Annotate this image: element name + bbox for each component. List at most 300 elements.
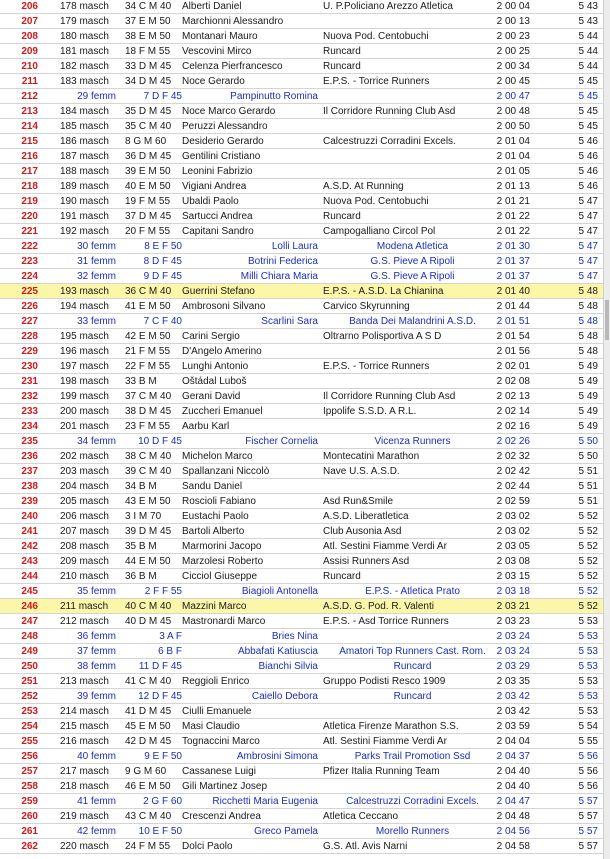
position-cell: 236	[21, 451, 38, 462]
position-cell: 207	[21, 16, 38, 27]
bib-gender-cell: 185 masch	[60, 121, 109, 132]
category-cell: 39 E M 50	[125, 166, 171, 177]
table-row	[0, 674, 604, 689]
table-row	[0, 59, 604, 74]
finish-time-cell: 2 01 37	[496, 271, 530, 282]
position-cell: 215	[21, 136, 38, 147]
athlete-name-cell: Marzolesi Roberto	[182, 556, 264, 567]
pace-cell: 5 57	[578, 826, 598, 837]
club-cell: Nave U.S. A.S.D.	[323, 466, 400, 477]
pace-cell: 5 49	[578, 376, 598, 387]
table-row	[0, 239, 604, 254]
club-cell: Parks Trail Promotion Ssd	[354, 751, 471, 762]
athlete-name-cell: Marchionni Alessandro	[182, 16, 284, 27]
club-cell: Pfizer Italia Running Team	[323, 766, 440, 777]
athlete-name-cell: Eustachi Paolo	[182, 511, 249, 522]
athlete-name-cell: Gili Martinez Josep	[182, 781, 268, 792]
finish-time-cell: 2 00 25	[496, 46, 530, 57]
table-row	[0, 299, 604, 314]
club-cell: Calcestruzzi Corradini Excels.	[323, 136, 456, 147]
pace-cell: 5 54	[578, 721, 598, 732]
category-cell: 10 E F 50	[138, 826, 182, 837]
table-row	[0, 374, 604, 389]
athlete-name-cell: Lolli Laura	[271, 241, 318, 252]
finish-time-cell: 2 04 37	[496, 751, 530, 762]
athlete-name-cell: Pampinutto Romina	[230, 91, 318, 102]
category-cell: 36 D M 45	[125, 151, 172, 162]
table-row	[0, 614, 604, 629]
position-cell: 235	[21, 436, 38, 447]
finish-time-cell: 2 00 13	[496, 16, 530, 27]
finish-time-cell: 2 03 02	[496, 526, 530, 537]
category-cell: 40 D M 45	[125, 616, 172, 627]
table-row	[0, 584, 604, 599]
club-cell: Ippolife S.S.D. A R.L.	[323, 406, 417, 417]
category-cell: 35 D M 45	[125, 106, 172, 117]
category-cell: 3 I M 70	[125, 511, 162, 522]
pace-cell: 5 47	[578, 196, 598, 207]
position-cell: 216	[21, 151, 38, 162]
bib-gender-cell: 205 masch	[60, 496, 109, 507]
bib-gender-cell: 179 masch	[60, 16, 109, 27]
pace-cell: 5 43	[578, 1, 598, 12]
athlete-name-cell: Abbafati Katiuscia	[237, 646, 318, 657]
table-row	[0, 434, 604, 449]
finish-time-cell: 2 03 05	[496, 541, 530, 552]
pace-cell: 5 48	[578, 331, 598, 342]
athlete-name-cell: Guerrini Stefano	[182, 286, 255, 297]
position-cell: 238	[21, 481, 38, 492]
category-cell: 37 E M 50	[125, 16, 171, 27]
athlete-name-cell: Marmorini Jacopo	[182, 541, 262, 552]
athlete-name-cell: Biagioli Antonella	[241, 586, 318, 597]
table-row	[0, 269, 604, 284]
athlete-name-cell: Gentilini Cristiano	[182, 151, 261, 162]
table-row	[0, 134, 604, 149]
category-cell: 37 C M 40	[125, 391, 172, 402]
category-cell: 38 E M 50	[125, 31, 171, 42]
club-cell: Runcard	[323, 211, 361, 222]
bib-gender-cell: 193 masch	[60, 286, 109, 297]
pace-cell: 5 51	[578, 481, 598, 492]
category-cell: 20 F M 55	[125, 226, 171, 237]
category-cell: 39 C M 40	[125, 466, 172, 477]
position-cell: 226	[21, 301, 38, 312]
category-cell: 42 D M 45	[125, 736, 172, 747]
category-cell: 38 D M 45	[125, 406, 172, 417]
pace-cell: 5 50	[578, 451, 598, 462]
position-cell: 211	[21, 76, 38, 87]
finish-time-cell: 2 02 44	[496, 481, 530, 492]
pace-cell: 5 45	[578, 91, 598, 102]
vertical-scrollbar[interactable]	[603, 0, 610, 859]
athlete-name-cell: Desiderio Gerardo	[182, 136, 264, 147]
club-cell: E.P.S. - Torrice Runners	[323, 361, 430, 372]
finish-time-cell: 2 03 29	[496, 661, 530, 672]
bib-gender-cell: 217 masch	[60, 766, 109, 777]
table-row	[0, 479, 604, 494]
table-row	[0, 329, 604, 344]
position-cell: 244	[21, 571, 38, 582]
table-row	[0, 389, 604, 404]
finish-time-cell: 2 00 48	[496, 106, 530, 117]
athlete-name-cell: Roscioli Fabiano	[182, 496, 256, 507]
pace-cell: 5 53	[578, 676, 598, 687]
finish-time-cell: 2 03 08	[496, 556, 530, 567]
position-cell: 218	[21, 181, 38, 192]
category-cell: 39 D M 45	[125, 526, 172, 537]
table-row	[0, 764, 604, 779]
club-cell: Modena Atletica	[376, 241, 449, 252]
club-cell: Runcard	[323, 61, 361, 72]
club-cell: Atl. Sestini Fiamme Verdi Ar	[323, 541, 447, 552]
pace-cell: 5 46	[578, 151, 598, 162]
bib-gender-cell: 34 femm	[77, 436, 116, 447]
finish-time-cell: 2 01 13	[496, 181, 530, 192]
athlete-name-cell: Dolci Paolo	[182, 841, 233, 852]
athlete-name-cell: Tognaccini Marco	[182, 736, 260, 747]
pace-cell: 5 53	[578, 646, 598, 657]
athlete-name-cell: Capitani Sandro	[182, 226, 254, 237]
finish-time-cell: 2 01 56	[496, 346, 530, 357]
position-cell: 221	[21, 226, 38, 237]
table-row	[0, 449, 604, 464]
bib-gender-cell: 207 masch	[60, 526, 109, 537]
pace-cell: 5 47	[578, 211, 598, 222]
club-cell: G.S. Atl. Avis Narni	[323, 841, 408, 852]
athlete-name-cell: Greco Pamela	[254, 826, 318, 837]
position-cell: 209	[21, 46, 38, 57]
pace-cell: 5 57	[578, 841, 598, 852]
position-cell: 237	[21, 466, 38, 477]
table-row	[0, 809, 604, 824]
table-row	[0, 119, 604, 134]
category-cell: 36 C M 40	[125, 286, 172, 297]
finish-time-cell: 2 00 47	[496, 91, 530, 102]
bib-gender-cell: 196 masch	[60, 346, 109, 357]
athlete-name-cell: Cicciol Giuseppe	[182, 571, 258, 582]
athlete-name-cell: Sandu Daniel	[182, 481, 243, 492]
club-cell: Gruppo Podisti Resco 1909	[323, 676, 446, 687]
pace-cell: 5 51	[578, 466, 598, 477]
finish-time-cell: 2 03 42	[496, 691, 530, 702]
bib-gender-cell: 33 femm	[77, 316, 116, 327]
table-row	[0, 209, 604, 224]
pace-cell: 5 49	[578, 406, 598, 417]
position-cell: 243	[21, 556, 38, 567]
category-cell: 24 F M 55	[125, 841, 171, 852]
scrollbar-thumb[interactable]	[605, 300, 609, 340]
bib-gender-cell: 218 masch	[60, 781, 109, 792]
finish-time-cell: 2 04 56	[496, 826, 530, 837]
category-cell: 33 D M 45	[125, 61, 172, 72]
pace-cell: 5 53	[578, 661, 598, 672]
category-cell: 21 F M 55	[125, 346, 171, 357]
finish-time-cell: 2 01 37	[496, 256, 530, 267]
athlete-name-cell: Peruzzi Alessandro	[182, 121, 268, 132]
finish-time-cell: 2 03 24	[496, 646, 530, 657]
athlete-name-cell: Ciulli Emanuele	[182, 706, 252, 717]
pace-cell: 5 53	[578, 631, 598, 642]
athlete-name-cell: Milli Chiara Maria	[240, 271, 318, 282]
position-cell: 233	[21, 406, 38, 417]
pace-cell: 5 50	[578, 436, 598, 447]
bib-gender-cell: 35 femm	[77, 586, 116, 597]
position-cell: 210	[21, 61, 38, 72]
table-row	[0, 419, 604, 434]
pace-cell: 5 55	[578, 736, 598, 747]
position-cell: 242	[21, 541, 38, 552]
athlete-name-cell: D'Angelo Amerino	[182, 346, 262, 357]
finish-time-cell: 2 02 13	[496, 391, 530, 402]
table-row	[0, 794, 604, 809]
pace-cell: 5 44	[578, 46, 598, 57]
athlete-name-cell: Leonini Fabrizio	[182, 166, 253, 177]
club-cell: Morello Runners	[375, 826, 450, 837]
pace-cell: 5 48	[578, 316, 598, 327]
position-cell: 230	[21, 361, 38, 372]
bib-gender-cell: 184 masch	[60, 106, 109, 117]
athlete-name-cell: Sartucci Andrea	[182, 211, 253, 222]
athlete-name-cell: Reggioli Enrico	[182, 676, 250, 687]
club-cell: Il Corridore Running Club Asd	[323, 106, 456, 117]
pace-cell: 5 45	[578, 121, 598, 132]
bib-gender-cell: 213 masch	[60, 676, 109, 687]
club-cell: Amatori Top Runners Cast. Rom.	[339, 646, 486, 657]
club-cell: Runcard	[393, 661, 432, 672]
club-cell: E.P.S. - Torrice Runners	[323, 76, 430, 87]
athlete-name-cell: Gerani David	[182, 391, 241, 402]
finish-time-cell: 2 03 15	[496, 571, 530, 582]
position-cell: 206	[21, 1, 38, 12]
table-row	[0, 179, 604, 194]
category-cell: 43 C M 40	[125, 811, 172, 822]
finish-time-cell: 2 04 58	[496, 841, 530, 852]
finish-time-cell: 2 00 45	[496, 76, 530, 87]
bib-gender-cell: 189 masch	[60, 181, 109, 192]
finish-time-cell: 2 03 42	[496, 706, 530, 717]
category-cell: 9 G M 60	[125, 766, 167, 777]
finish-time-cell: 2 00 04	[496, 1, 530, 12]
pace-cell: 5 47	[578, 271, 598, 282]
athlete-name-cell: Vescovini Mirco	[182, 46, 252, 57]
club-cell: Atl. Sestini Fiamme Verdi Ar	[323, 736, 447, 747]
athlete-name-cell: Bartoli Alberto	[182, 526, 245, 537]
position-cell: 214	[21, 121, 38, 132]
bib-gender-cell: 188 masch	[60, 166, 109, 177]
position-cell: 255	[21, 736, 38, 747]
pace-cell: 5 53	[578, 706, 598, 717]
table-row	[0, 284, 604, 299]
category-cell: 41 D M 45	[125, 706, 172, 717]
position-cell: 231	[21, 376, 38, 387]
bib-gender-cell: 210 masch	[60, 571, 109, 582]
bib-gender-cell: 216 masch	[60, 736, 109, 747]
pace-cell: 5 49	[578, 421, 598, 432]
bib-gender-cell: 214 masch	[60, 706, 109, 717]
club-cell: Vicenza Runners	[374, 436, 451, 447]
athlete-name-cell: Ambrosini Simona	[236, 751, 318, 762]
position-cell: 229	[21, 346, 38, 357]
table-row	[0, 839, 604, 854]
position-cell: 260	[21, 811, 38, 822]
category-cell: 41 C M 40	[125, 676, 172, 687]
table-row	[0, 554, 604, 569]
table-row	[0, 149, 604, 164]
bib-gender-cell: 212 masch	[60, 616, 109, 627]
bib-gender-cell: 186 masch	[60, 136, 109, 147]
club-cell: Club Ausonia Asd	[323, 526, 402, 537]
finish-time-cell: 2 03 24	[496, 631, 530, 642]
bib-gender-cell: 201 masch	[60, 421, 109, 432]
club-cell: E.P.S. - A.S.D. La Chianina	[323, 286, 444, 297]
bib-gender-cell: 31 femm	[77, 256, 116, 267]
category-cell: 11 D F 45	[138, 661, 182, 672]
position-cell: 262	[21, 841, 38, 852]
position-cell: 256	[21, 751, 38, 762]
club-cell: Oltrarno Polisportiva A S D	[323, 331, 442, 342]
category-cell: 42 E M 50	[125, 331, 171, 342]
bib-gender-cell: 32 femm	[77, 271, 116, 282]
category-cell: 43 E M 50	[125, 496, 171, 507]
athlete-name-cell: Botrini Federica	[247, 256, 318, 267]
pace-cell: 5 53	[578, 616, 598, 627]
position-cell: 245	[21, 586, 38, 597]
athlete-name-cell: Lunghi Antonio	[182, 361, 249, 372]
table-row	[0, 464, 604, 479]
club-cell: Atletica Ceccano	[323, 811, 399, 822]
table-row	[0, 644, 604, 659]
position-cell: 259	[21, 796, 38, 807]
bib-gender-cell: 180 masch	[60, 31, 109, 42]
category-cell: 38 C M 40	[125, 451, 172, 462]
club-cell: A.S.D. Liberatletica	[323, 511, 409, 522]
table-row	[0, 509, 604, 524]
finish-time-cell: 2 04 04	[496, 736, 530, 747]
category-cell: 40 C M 40	[125, 601, 172, 612]
position-cell: 252	[21, 691, 38, 702]
position-cell: 258	[21, 781, 38, 792]
club-cell: Runcard	[323, 46, 361, 57]
club-cell: Campogalliano Circol Pol	[323, 226, 436, 237]
finish-time-cell: 2 03 35	[496, 676, 530, 687]
category-cell: 19 F M 55	[125, 196, 171, 207]
category-cell: 37 D M 45	[125, 211, 172, 222]
club-cell: Banda Dei Malandrini A.S.D.	[349, 316, 476, 327]
category-cell: 6 B F	[158, 646, 182, 657]
table-row	[0, 164, 604, 179]
table-row	[0, 29, 604, 44]
position-cell: 241	[21, 526, 38, 537]
bib-gender-cell: 36 femm	[77, 631, 116, 642]
category-cell: 45 E M 50	[125, 721, 171, 732]
bib-gender-cell: 41 femm	[77, 796, 116, 807]
bib-gender-cell: 206 masch	[60, 511, 109, 522]
club-cell: Montecatini Marathon	[323, 451, 420, 462]
category-cell: 23 F M 55	[125, 421, 171, 432]
category-cell: 33 B M	[125, 376, 157, 387]
finish-time-cell: 2 02 14	[496, 406, 530, 417]
bib-gender-cell: 38 femm	[77, 661, 116, 672]
position-cell: 257	[21, 766, 38, 777]
finish-time-cell: 2 02 26	[496, 436, 530, 447]
pace-cell: 5 47	[578, 226, 598, 237]
bib-gender-cell: 39 femm	[77, 691, 116, 702]
pace-cell: 5 57	[578, 811, 598, 822]
pace-cell: 5 44	[578, 61, 598, 72]
bib-gender-cell: 211 masch	[60, 601, 109, 612]
athlete-name-cell: Masi Claudio	[182, 721, 240, 732]
table-row	[0, 734, 604, 749]
position-cell: 253	[21, 706, 38, 717]
position-cell: 251	[21, 676, 38, 687]
pace-cell: 5 46	[578, 181, 598, 192]
pace-cell: 5 52	[578, 586, 598, 597]
pace-cell: 5 44	[578, 31, 598, 42]
finish-time-cell: 2 01 30	[496, 241, 530, 252]
finish-time-cell: 2 03 21	[496, 601, 530, 612]
table-row	[0, 779, 604, 794]
athlete-name-cell: Bries Nina	[271, 631, 318, 642]
pace-cell: 5 56	[578, 781, 598, 792]
position-cell: 222	[21, 241, 38, 252]
bib-gender-cell: 195 masch	[60, 331, 109, 342]
category-cell: 3 A F	[159, 631, 182, 642]
category-cell: 36 B M	[125, 571, 157, 582]
bib-gender-cell: 42 femm	[77, 826, 116, 837]
club-cell: Carvico Skyrunning	[323, 301, 410, 312]
bib-gender-cell: 203 masch	[60, 466, 109, 477]
bib-gender-cell: 183 masch	[60, 76, 109, 87]
athlete-name-cell: Noce Gerardo	[182, 76, 245, 87]
finish-time-cell: 2 01 21	[496, 196, 530, 207]
bib-gender-cell: 30 femm	[77, 241, 116, 252]
table-row	[0, 494, 604, 509]
club-cell: Asd Run&Smile	[323, 496, 394, 507]
bib-gender-cell: 37 femm	[77, 646, 116, 657]
position-cell: 227	[21, 316, 38, 327]
position-cell: 254	[21, 721, 38, 732]
table-row	[0, 599, 604, 614]
bib-gender-cell: 219 masch	[60, 811, 109, 822]
table-row	[0, 314, 604, 329]
athlete-name-cell: Spallanzani Niccolò	[182, 466, 270, 477]
category-cell: 9 E F 50	[144, 751, 182, 762]
bib-gender-cell: 215 masch	[60, 721, 109, 732]
athlete-name-cell: Zuccheri Emanuel	[182, 406, 263, 417]
finish-time-cell: 2 01 04	[496, 136, 530, 147]
position-cell: 225	[21, 286, 38, 297]
pace-cell: 5 48	[578, 301, 598, 312]
bib-gender-cell: 191 masch	[60, 211, 109, 222]
table-row	[0, 404, 604, 419]
category-cell: 46 E M 50	[125, 781, 171, 792]
finish-time-cell: 2 03 23	[496, 616, 530, 627]
pace-cell: 5 45	[578, 76, 598, 87]
bib-gender-cell: 197 masch	[60, 361, 109, 372]
finish-time-cell: 2 04 47	[496, 796, 530, 807]
table-row	[0, 254, 604, 269]
pace-cell: 5 52	[578, 571, 598, 582]
athlete-name-cell: Oštádal Luboš	[182, 376, 247, 387]
athlete-name-cell: Aarbu Karl	[182, 421, 230, 432]
table-row	[0, 629, 604, 644]
athlete-name-cell: Vigiani Andrea	[182, 181, 247, 192]
category-cell: 34 C M 40	[125, 1, 172, 12]
table-row	[0, 719, 604, 734]
table-row	[0, 749, 604, 764]
category-cell: 44 E M 50	[125, 556, 171, 567]
